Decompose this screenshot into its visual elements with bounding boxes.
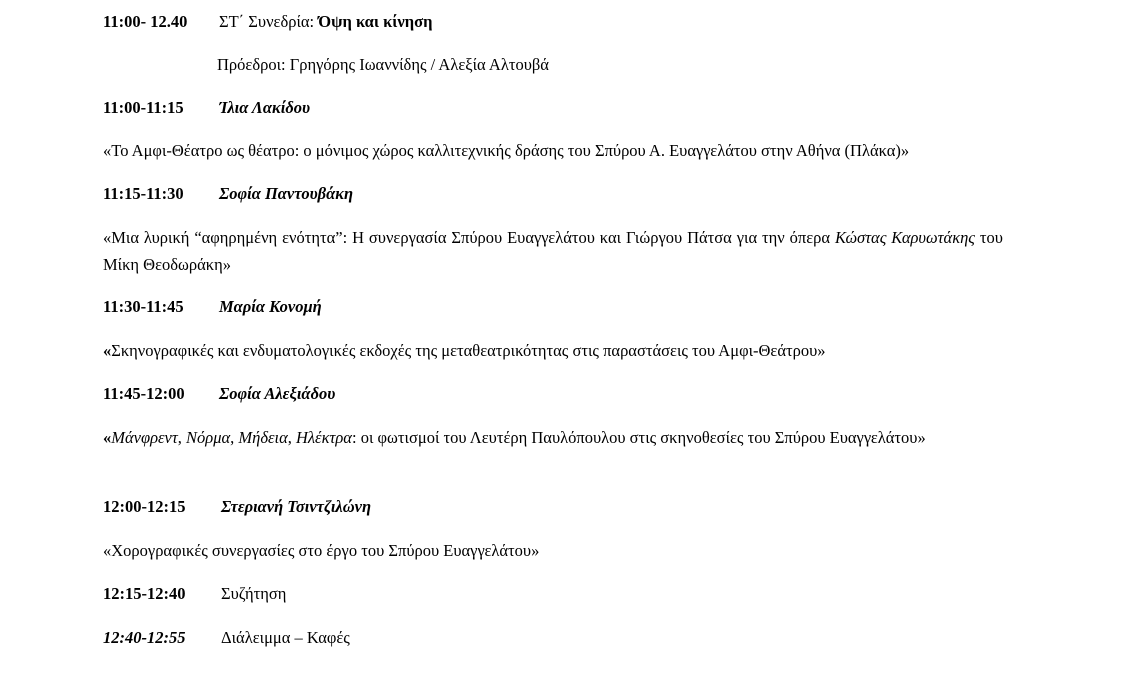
talk-title (103, 424, 1003, 451)
separator: , (177, 428, 187, 447)
talk-speaker: Στεριανή Τσιντζιλώνη (221, 497, 372, 516)
talk-speaker: Σοφία Αλεξιάδου (219, 384, 336, 403)
talk-time: 11:00-11:15 (103, 98, 184, 117)
quote-mark: « (103, 341, 112, 360)
discussion-time: 12:15-12:40 (103, 584, 186, 603)
talk-title-part: του Μίκη Θεοδωράκη» (103, 228, 1003, 274)
talk-title: «Χορογραφικές συνεργασίες στο έργο του Σπύρου Ευαγγελάτου» (103, 541, 540, 560)
talk-time: 12:00-12:15 (103, 497, 186, 516)
separator: , (287, 428, 296, 447)
talk-time: 11:45-12:00 (103, 384, 185, 403)
talk-speaker: Μαρία Κονομή (219, 297, 322, 316)
talk-title (103, 341, 826, 361)
work-title: Μάνφρεντ (111, 428, 178, 447)
talk-time: 11:15-11:30 (103, 184, 184, 203)
separator: , (230, 428, 239, 447)
session-label-prefix: ΣΤ΄ Συνεδρία: (219, 12, 319, 31)
talk-speaker: Σοφία Παντουβάκη (219, 184, 354, 203)
work-title: Ηλέκτρα (296, 428, 352, 447)
session-label (219, 12, 432, 32)
break-time: 12:40-12:55 (103, 628, 186, 647)
work-title: Μήδεια (238, 428, 288, 447)
session-time: 11:00- 12.40 (103, 12, 188, 31)
talk-title-part: : οι φωτισμοί του Λευτέρη Παυλόπουλου στις σκηνοθεσίες του Σπύρου Ευαγγελάτου» (351, 428, 926, 447)
session-title: Όψη και κίνηση (318, 12, 433, 31)
talk-title-part: «Μια λυρική “αφηρημένη ενότητα”: Η συνεργασία Σπύρου Ευαγγελάτου και Γιώργου Πάτσα για την όπερα (103, 228, 835, 247)
work-title: Κώστας Καρυωτάκης (834, 228, 976, 247)
quote-mark: « (103, 428, 112, 447)
work-title: Νόρμα (186, 428, 231, 447)
break-label: Διάλειμμα – Καφές (221, 628, 350, 647)
session-chairs: Πρόεδροι: Γρηγόρης Ιωαννίδης / Αλεξία Αλτουβά (217, 55, 549, 74)
talk-title (103, 224, 1003, 278)
discussion-label: Συζήτηση (221, 584, 287, 603)
talk-time: 11:30-11:45 (103, 297, 184, 316)
talk-speaker: Ίλια Λακίδου (219, 98, 311, 117)
talk-title: «Το Αμφι-Θέατρο ως θέατρο: ο μόνιμος χώρος καλλιτεχνικής δράσης του Σπύρου Α. Ευαγγελάτου στην Αθήνα (Πλάκα)» (103, 141, 910, 160)
talk-title-part: Σκηνογραφικές και ενδυματολογικές εκδοχές της μεταθεατρικότητας στις παραστάσεις του Αμφι-Θεάτρου» (111, 341, 826, 360)
